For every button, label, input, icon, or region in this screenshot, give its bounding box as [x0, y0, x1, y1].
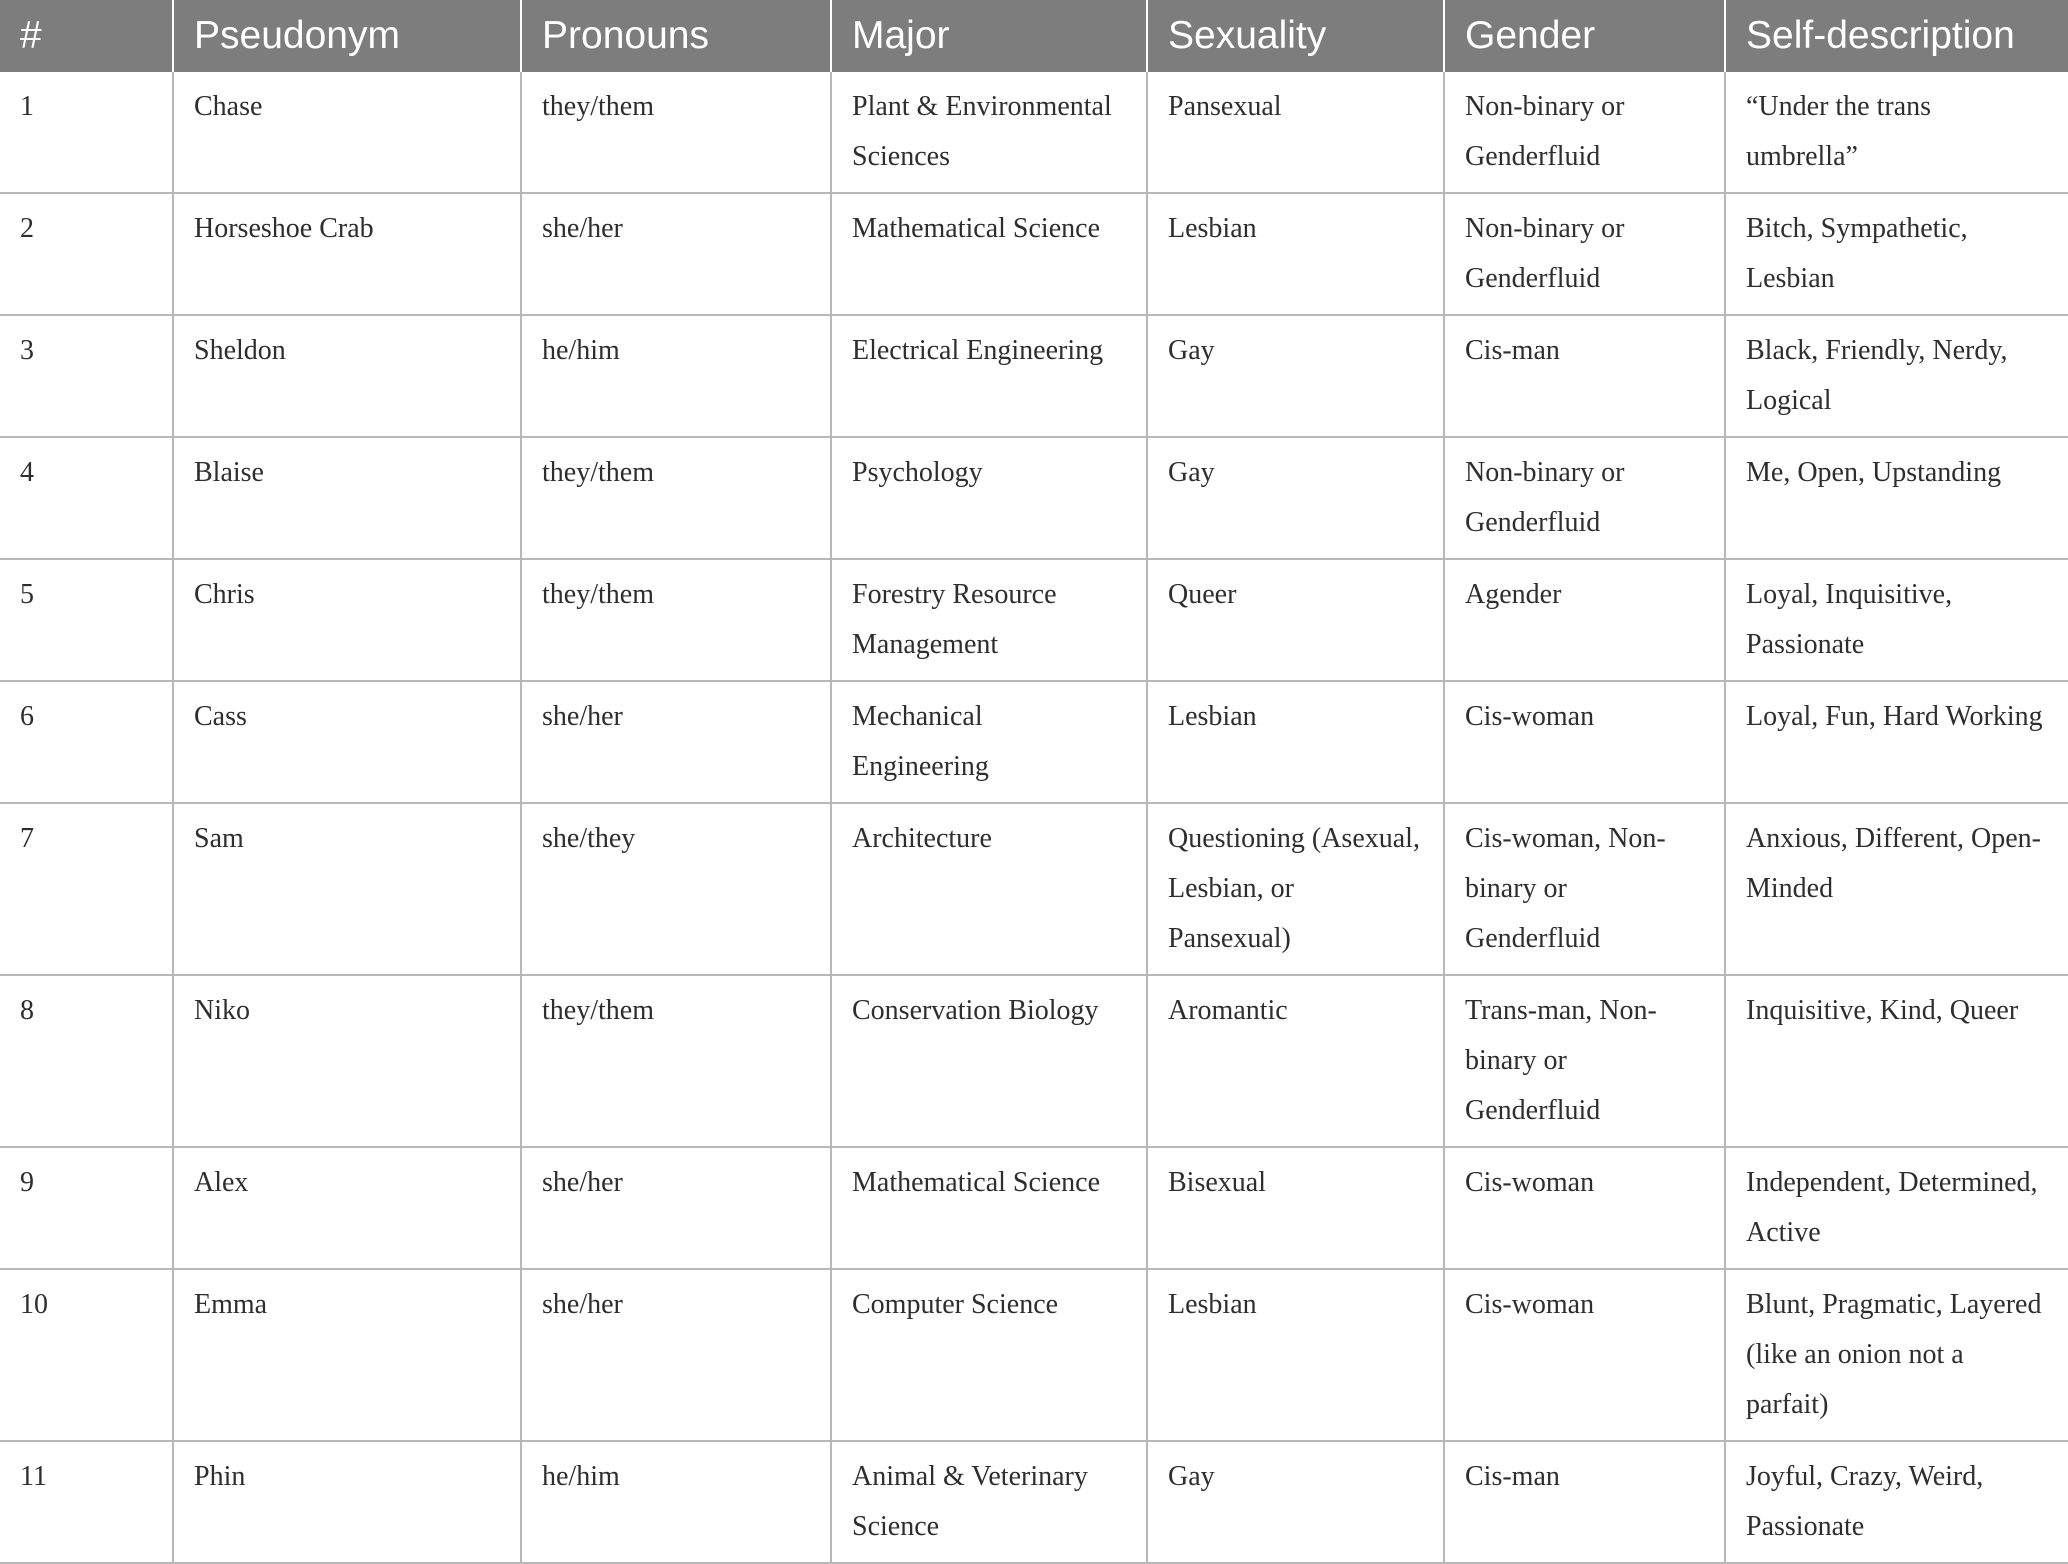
- cell-gender: Cis-woman, Non-binary or Genderfluid: [1444, 803, 1725, 975]
- table-row: [0, 72, 2068, 193]
- cell-gender: Cis-man: [1444, 1441, 1725, 1563]
- cell-major: Forestry Resource Management: [831, 559, 1147, 681]
- cell-pseudonym: Chase: [173, 72, 521, 193]
- cell-pseudonym: Phin: [173, 1441, 521, 1563]
- cell-major: Animal & Veterinary Science: [831, 1441, 1147, 1563]
- cell-sexuality: Gay: [1147, 315, 1444, 437]
- cell-self-description: Bitch, Sympathetic, Lesbian: [1725, 193, 2068, 315]
- cell-pseudonym: Sam: [173, 803, 521, 975]
- cell-number: 2: [0, 193, 173, 315]
- cell-pseudonym: Niko: [173, 975, 521, 1147]
- cell-number: 8: [0, 975, 173, 1147]
- cell-sexuality: Lesbian: [1147, 681, 1444, 803]
- cell-number: 7: [0, 803, 173, 975]
- cell-gender: Non-binary or Genderfluid: [1444, 72, 1725, 193]
- cell-major: Architecture: [831, 803, 1147, 975]
- cell-pseudonym: Chris: [173, 559, 521, 681]
- cell-self-description: Me, Open, Upstanding: [1725, 437, 2068, 559]
- cell-gender: Cis-man: [1444, 315, 1725, 437]
- table-row: [0, 1269, 2068, 1441]
- table-row: [0, 437, 2068, 559]
- cell-gender: Non-binary or Genderfluid: [1444, 193, 1725, 315]
- header-major: Major: [831, 0, 1147, 72]
- cell-sexuality: Lesbian: [1147, 193, 1444, 315]
- cell-self-description: Loyal, Inquisitive, Passionate: [1725, 559, 2068, 681]
- cell-self-description: Inquisitive, Kind, Queer: [1725, 975, 2068, 1147]
- cell-pseudonym: Horseshoe Crab: [173, 193, 521, 315]
- cell-gender: Cis-woman: [1444, 681, 1725, 803]
- cell-gender: Trans-man, Non-binary or Genderfluid: [1444, 975, 1725, 1147]
- cell-major: Psychology: [831, 437, 1147, 559]
- cell-major: Mechanical Engineering: [831, 681, 1147, 803]
- header-number: #: [0, 0, 173, 72]
- cell-sexuality: Questioning (Asexual, Lesbian, or Pansexual): [1147, 803, 1444, 975]
- header-row: [0, 0, 2068, 72]
- table-row: [0, 681, 2068, 803]
- cell-gender: Agender: [1444, 559, 1725, 681]
- table-row: [0, 975, 2068, 1147]
- cell-number: 10: [0, 1269, 173, 1441]
- cell-number: 6: [0, 681, 173, 803]
- cell-pronouns: he/him: [521, 315, 831, 437]
- cell-self-description: Black, Friendly, Nerdy, Logical: [1725, 315, 2068, 437]
- table-row: [0, 1441, 2068, 1563]
- cell-sexuality: Queer: [1147, 559, 1444, 681]
- cell-pronouns: they/them: [521, 437, 831, 559]
- cell-sexuality: Pansexual: [1147, 72, 1444, 193]
- cell-pronouns: she/her: [521, 1269, 831, 1441]
- cell-gender: Cis-woman: [1444, 1269, 1725, 1441]
- cell-pronouns: they/them: [521, 975, 831, 1147]
- cell-pronouns: they/them: [521, 559, 831, 681]
- cell-gender: Non-binary or Genderfluid: [1444, 437, 1725, 559]
- cell-major: Mathematical Science: [831, 1147, 1147, 1269]
- cell-major: Plant & Environmental Sciences: [831, 72, 1147, 193]
- header-gender: Gender: [1444, 0, 1725, 72]
- table-row: [0, 1147, 2068, 1269]
- cell-pseudonym: Cass: [173, 681, 521, 803]
- cell-pronouns: she/her: [521, 1147, 831, 1269]
- cell-pseudonym: Alex: [173, 1147, 521, 1269]
- cell-number: 1: [0, 72, 173, 193]
- header-sexuality: Sexuality: [1147, 0, 1444, 72]
- cell-pronouns: they/them: [521, 72, 831, 193]
- header-pronouns: Pronouns: [521, 0, 831, 72]
- cell-sexuality: Bisexual: [1147, 1147, 1444, 1269]
- cell-number: 3: [0, 315, 173, 437]
- cell-self-description: “Under the trans umbrella”: [1725, 72, 2068, 193]
- cell-major: Computer Science: [831, 1269, 1147, 1441]
- table-row: [0, 803, 2068, 975]
- cell-pronouns: she/her: [521, 681, 831, 803]
- table-row: [0, 559, 2068, 681]
- cell-major: Conservation Biology: [831, 975, 1147, 1147]
- cell-pseudonym: Blaise: [173, 437, 521, 559]
- cell-number: 5: [0, 559, 173, 681]
- cell-pronouns: she/they: [521, 803, 831, 975]
- cell-gender: Cis-woman: [1444, 1147, 1725, 1269]
- cell-self-description: Independent, Determined, Active: [1725, 1147, 2068, 1269]
- cell-sexuality: Aromantic: [1147, 975, 1444, 1147]
- header-self-description: Self-description: [1725, 0, 2068, 72]
- header-pseudonym: Pseudonym: [173, 0, 521, 72]
- cell-sexuality: Gay: [1147, 437, 1444, 559]
- cell-pronouns: she/her: [521, 193, 831, 315]
- cell-self-description: Joyful, Crazy, Weird, Passionate: [1725, 1441, 2068, 1563]
- cell-sexuality: Gay: [1147, 1441, 1444, 1563]
- cell-number: 4: [0, 437, 173, 559]
- cell-pseudonym: Emma: [173, 1269, 521, 1441]
- cell-major: Electrical Engineering: [831, 315, 1147, 437]
- cell-self-description: Loyal, Fun, Hard Working: [1725, 681, 2068, 803]
- table-row: [0, 193, 2068, 315]
- table-row: [0, 315, 2068, 437]
- cell-self-description: Anxious, Different, Open-Minded: [1725, 803, 2068, 975]
- cell-major: Mathematical Science: [831, 193, 1147, 315]
- cell-self-description: Blunt, Pragmatic, Layered (like an onion not a parfait): [1725, 1269, 2068, 1441]
- cell-number: 11: [0, 1441, 173, 1563]
- cell-number: 9: [0, 1147, 173, 1269]
- cell-pronouns: he/him: [521, 1441, 831, 1563]
- cell-sexuality: Lesbian: [1147, 1269, 1444, 1441]
- table-header: [0, 0, 2068, 72]
- cell-pseudonym: Sheldon: [173, 315, 521, 437]
- table-body: [0, 72, 2068, 1563]
